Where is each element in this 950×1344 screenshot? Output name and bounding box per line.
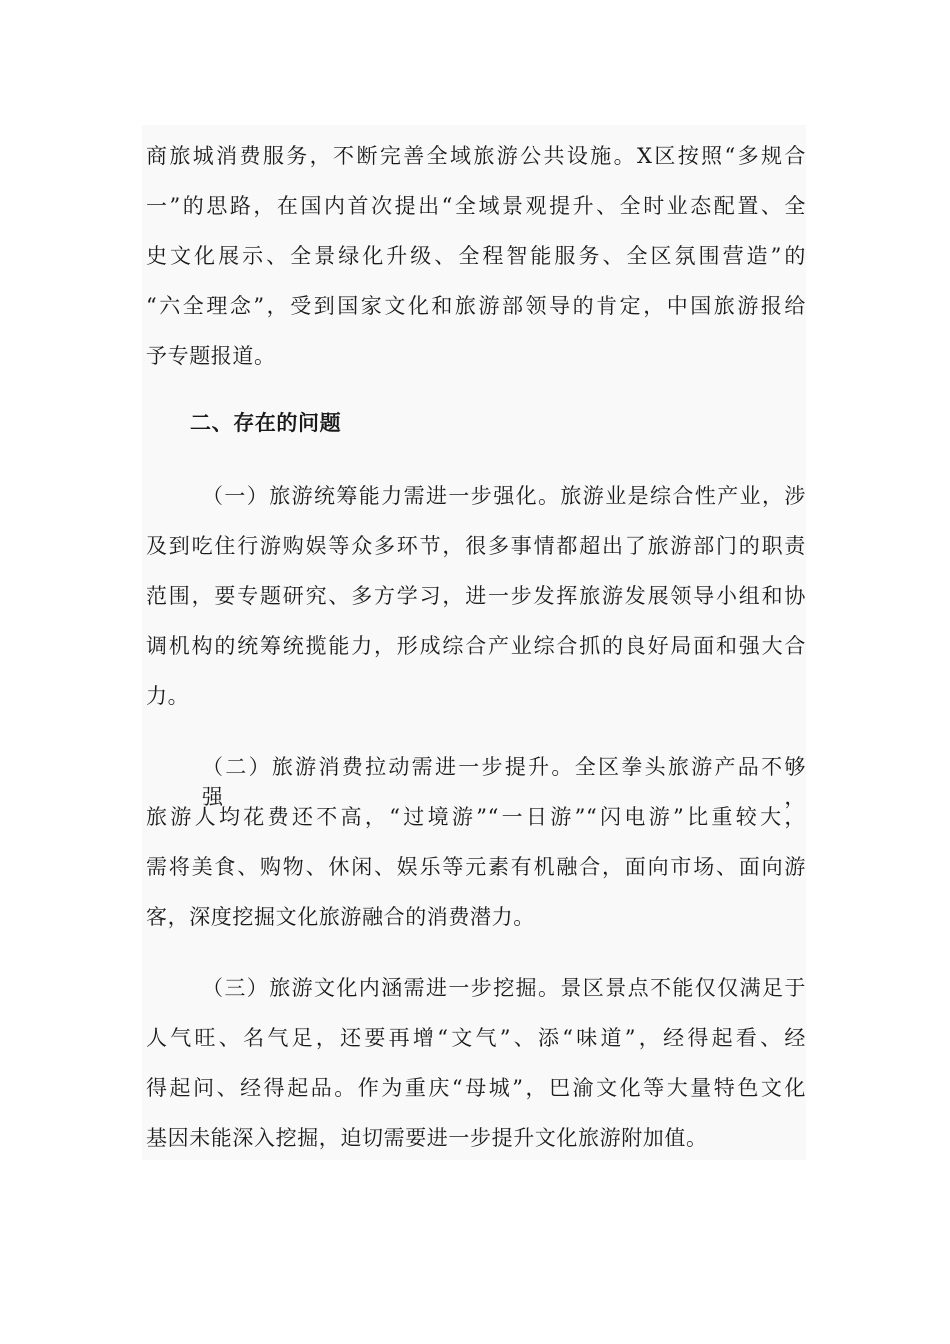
para2-line-5: 力。: [146, 684, 190, 708]
para4-line-4: 基因未能深入挖掘，迫切需要进一步提升文化旅游附加值。: [146, 1126, 708, 1150]
section-heading: 二、存在的问题: [190, 410, 342, 435]
para1-line-4: “六全理念”，受到国家文化和旅游部领导的肯定，中国旅游报给: [146, 294, 806, 318]
para3-line-3: 需将美食、购物、休闲、娱乐等元素有机融合，面向市场、面向游: [146, 855, 806, 879]
para3-line-4: 客，深度挖掘文化旅游融合的消费潜力。: [146, 905, 535, 929]
para3-line-1: （二）旅游消费拉动需进一步提升。全区拳头旅游产品不够强，: [202, 755, 806, 809]
para1-line-5: 予专题报道。: [146, 344, 276, 368]
para2-line-1: （一）旅游统筹能力需进一步强化。旅游业是综合性产业，涉: [202, 484, 806, 508]
para2-line-2: 及到吃住行游购娱等众多环节，很多事情都超出了旅游部门的职责: [146, 534, 806, 558]
para1-line-2: 一”的思路，在国内首次提出“全域景观提升、全时业态配置、全: [146, 194, 806, 218]
para2-line-4: 调机构的统筹统揽能力，形成综合产业综合抓的良好局面和强大合: [146, 634, 806, 658]
document-page: [142, 125, 806, 1160]
para4-line-3: 得起问、经得起品。作为重庆“母城”，巴渝文化等大量特色文化: [146, 1076, 806, 1100]
para2-line-3: 范围，要专题研究、多方学习，进一步发挥旅游发展领导小组和协: [146, 584, 806, 608]
para1-line-3: 史文化展示、全景绿化升级、全程智能服务、全区氛围营造”的: [146, 244, 806, 268]
para1-line-1: 商旅城消费服务，不断完善全域旅游公共设施。X区按照“多规合: [146, 144, 806, 168]
para3-line-2: 旅游人均花费还不高，“过境游”“一日游”“闪电游”比重较大，: [146, 805, 806, 829]
para4-line-1: （三）旅游文化内涵需进一步挖掘。景区景点不能仅仅满足于: [202, 976, 806, 1000]
para4-line-2: 人气旺、名气足，还要再增“文气”、添“味道”，经得起看、经: [146, 1026, 806, 1050]
